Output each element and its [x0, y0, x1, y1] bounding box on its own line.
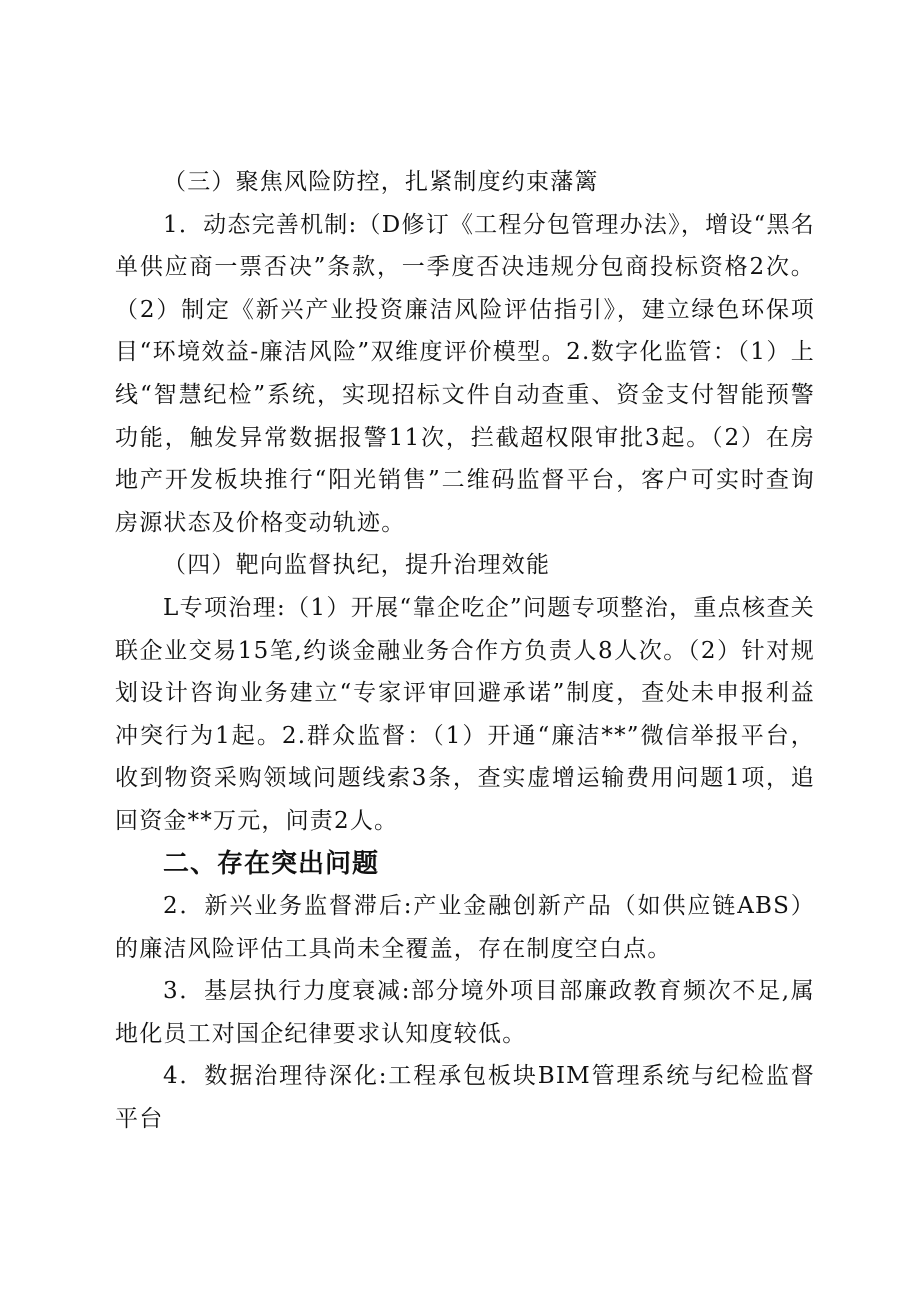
section4-body: L专项治理:（1）开展“靠企吃企”问题专项整治，重点核查关联企业交易15笔,约谈金融业务合作方负责人8人次。（2）针对规划设计咨询业务建立“专家评审回避承诺”制度，查处未申报利益冲突行为1起。2.群众监督：（1）开通“廉洁**”微信举报平台，收到物资采购领域问题线索3条，查实虚增运输费用问题1项，追回资金**万元，问责2人。: [115, 594, 815, 834]
issue-item-4: 4．数据治理待深化:工程承包板块BIM管理系统与纪检监督平台: [115, 1063, 815, 1133]
section4-heading: （四）靶向监督执纪，提升治理效能: [163, 552, 551, 579]
issue-item-3: 3．基层执行力度衰减:部分境外项目部廉政教育频次不足,属地化员工对国企纪律要求认知度较低。: [115, 978, 815, 1047]
part2-heading: 二、存在突出问题: [163, 848, 380, 879]
document-content: [115, 161, 815, 1141]
section3-body: 1．动态完善机制:（D修订《工程分包管理办法》，增设“黑名单供应商一票否决”条款，一季度否决违规分包商投标资格2次。（2）制定《新兴产业投资廉洁风险评估指引》，建立绿色环保项目“环境效益-廉洁风险”双维度评价模型。2.数字化监管：（1）上线“智慧纪检”系统，实现招标文件自动查重、资金支付智能预警功能，触发异常数据报警11次，拦截超权限审批3起。（2）在房地产开发板块推行“阳光销售”二维码监督平台，客户可实时查询房源状态及价格变动轨迹。: [115, 211, 815, 536]
section3-heading: （三）聚焦风险防控，扎紧制度约束藩篱: [163, 169, 599, 195]
issue-item-2: 2．新兴业务监督滞后:产业金融创新产品（如供应链ABS）的廉洁风险评估工具尚未全覆盖，存在制度空白点。: [115, 893, 815, 962]
